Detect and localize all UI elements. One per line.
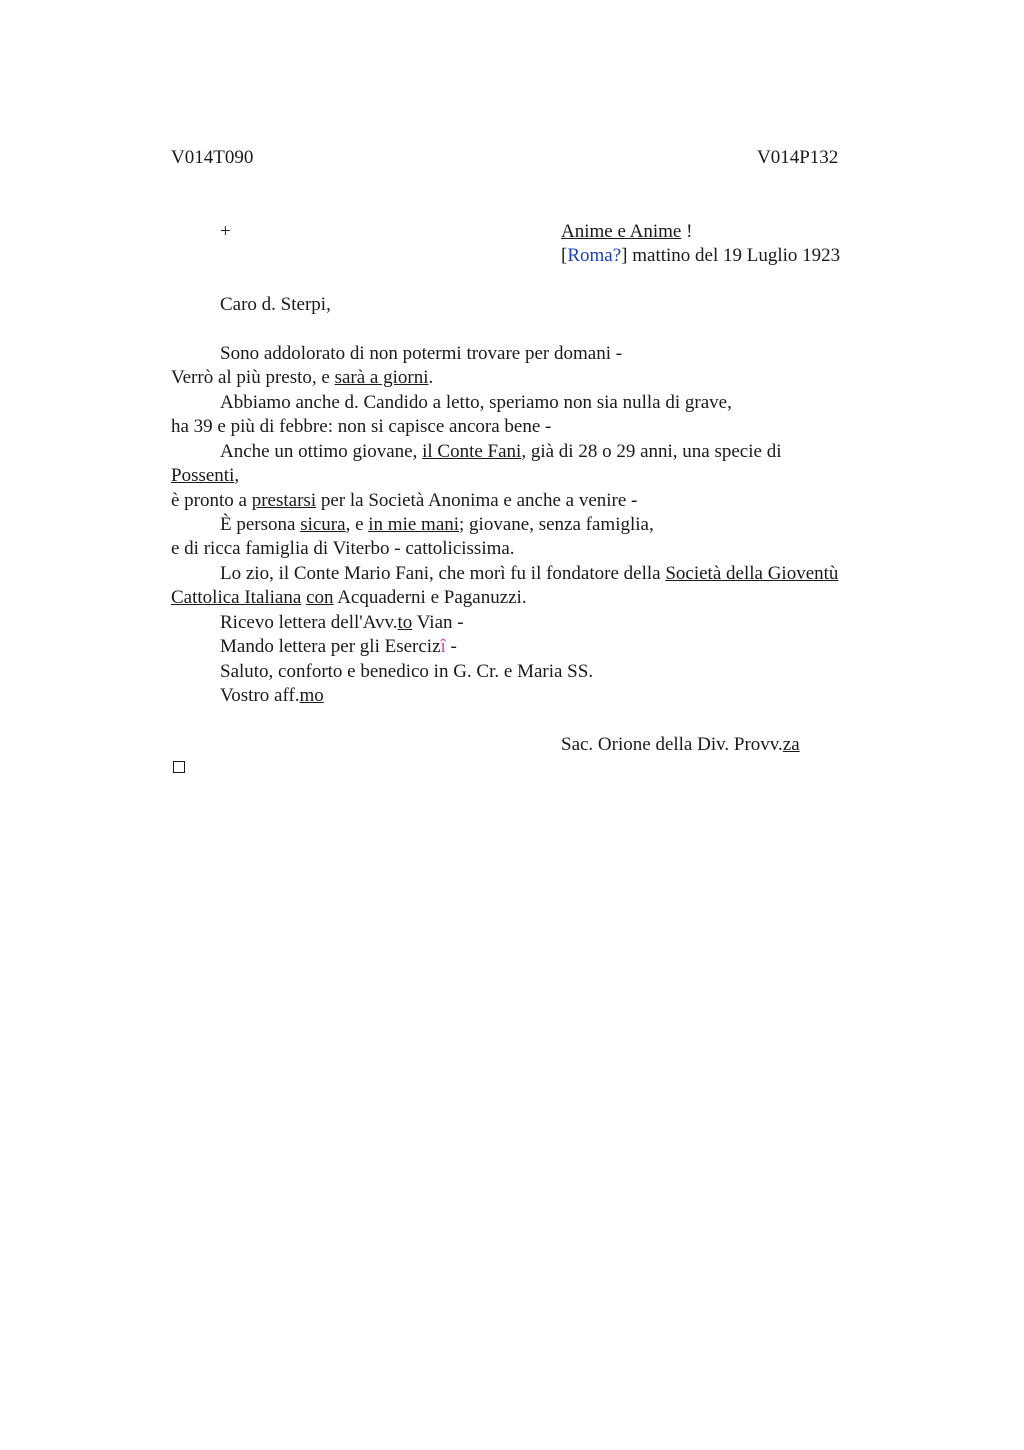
salutation: Caro d. Sterpi,: [220, 294, 331, 315]
body-line-4: ha 39 e più di febbre: non si capisce ancora bene -: [171, 416, 552, 437]
body-line-2: [171, 366, 433, 390]
underlined-text: sicura: [300, 514, 346, 535]
underlined-text: mo: [299, 685, 324, 706]
underlined-text: il Conte Fani: [422, 441, 522, 462]
body-line-6: [171, 464, 239, 488]
underlined-text: Cattolica Italiana: [171, 587, 302, 608]
underlined-text: to: [397, 612, 413, 633]
place-open-bracket: [: [561, 245, 568, 266]
body-text: , e: [345, 514, 369, 535]
body-line-9: e di ricca famiglia di Viterbo - cattolicissima.: [171, 538, 515, 559]
place-name: Roma?: [567, 245, 622, 266]
body-line-15: [220, 684, 324, 708]
body-text: Anche un ottimo giovane,: [220, 441, 423, 462]
date-text: mattino del 19 Luglio 1923: [627, 245, 841, 266]
place-close-bracket: ]: [621, 245, 628, 266]
body-text: Verrò al più presto, e: [171, 367, 335, 388]
underlined-text: sarà a giorni: [334, 367, 429, 388]
motto-text: Anime e Anime: [561, 221, 682, 242]
body-text: ,: [234, 465, 240, 486]
body-text: , già di 28 o 29 anni, una specie di: [521, 441, 782, 462]
body-line-13: [220, 635, 457, 659]
body-line-14: Saluto, conforto e benedico in G. Cr. e Maria SS.: [220, 661, 594, 682]
body-text: ; giovane, senza famiglia,: [459, 514, 654, 535]
signature-text: Sac. Orione della Div. Provv.: [561, 734, 783, 755]
underlined-text: in mie mani: [368, 514, 460, 535]
body-line-3: Abbiamo anche d. Candido a letto, speriamo non sia nulla di grave,: [220, 392, 732, 413]
document-code-right: V014P132: [757, 147, 839, 168]
body-text: Lo zio, il Conte Mario Fani, che morì fu il fondatore della: [220, 563, 666, 584]
motto: [561, 220, 692, 244]
body-text: Mando lettera per gli Eserciz: [220, 636, 441, 657]
signature: [561, 733, 800, 757]
body-text: è pronto a: [171, 490, 252, 511]
body-text: Vian -: [412, 612, 464, 633]
underlined-text: Possenti: [171, 465, 235, 486]
body-line-11: [171, 586, 527, 610]
body-text: per la Società Anonima e anche a venire -: [316, 490, 638, 511]
body-text: Acquaderni e Paganuzzi.: [333, 587, 527, 608]
body-line-12: [220, 611, 464, 635]
highlighted-character: î: [440, 636, 446, 657]
underlined-text: con: [306, 587, 334, 608]
empty-box-icon: [173, 761, 185, 773]
underlined-text: prestarsi: [251, 490, 317, 511]
body-text: .: [428, 367, 434, 388]
body-text: -: [445, 636, 457, 657]
body-line-8: [220, 513, 654, 537]
body-line-10: [220, 562, 838, 586]
body-line-5: [220, 440, 781, 464]
document-code-left: V014T090: [171, 147, 254, 168]
signature-suffix: za: [782, 734, 800, 755]
motto-suffix: !: [681, 221, 693, 242]
body-line-7: [171, 489, 637, 513]
cross-symbol: +: [220, 221, 231, 242]
body-text: È persona: [220, 514, 301, 535]
place-date: [561, 244, 840, 268]
body-text: Ricevo lettera dell'Avv.: [220, 612, 398, 633]
underlined-text: Società della Gioventù: [665, 563, 839, 584]
body-text: Vostro aff.: [220, 685, 300, 706]
body-line-1: Sono addolorato di non potermi trovare per domani -: [220, 343, 623, 364]
